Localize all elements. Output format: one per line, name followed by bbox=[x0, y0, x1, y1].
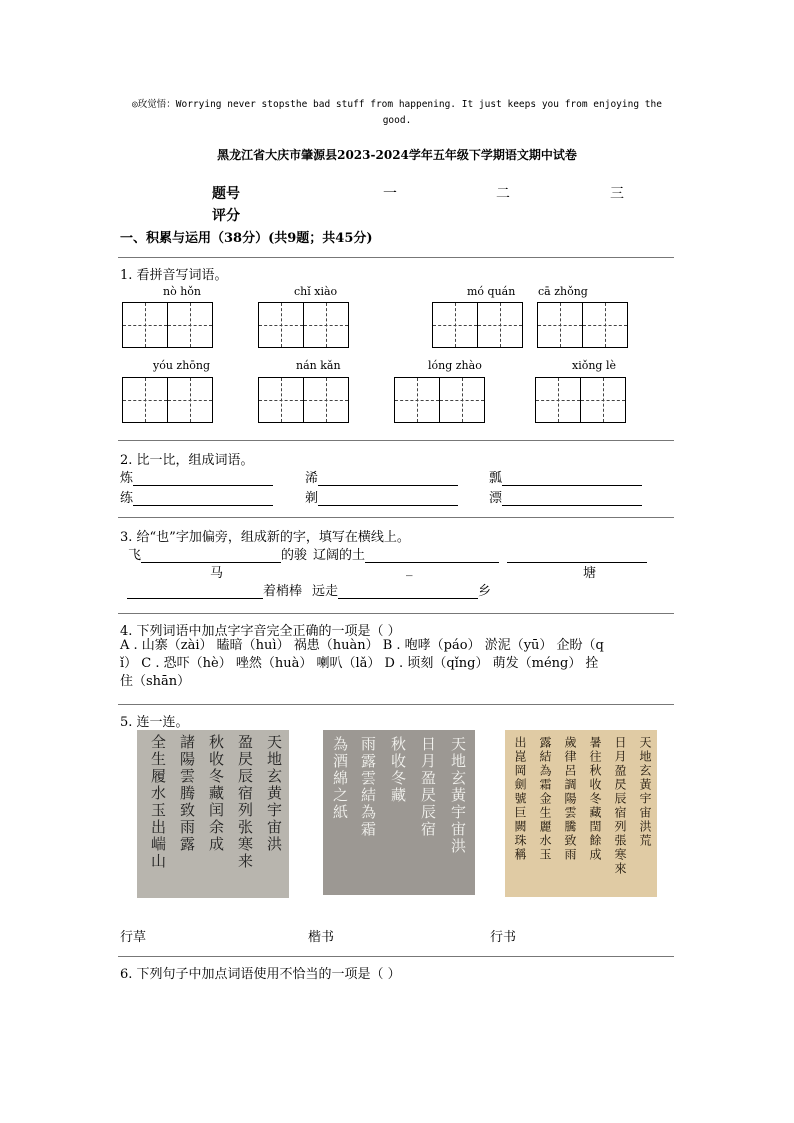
q4-options-line-2: ǐ） C . 恐吓（hè） 唑然（huà） 喇叭（lǎ） D . 顷刻（qǐng） 萌发（méng） 拴 bbox=[120, 656, 599, 671]
callig-col: 雨露雲結為霜 bbox=[359, 736, 377, 838]
q2-char: 剃 bbox=[305, 491, 319, 506]
divider bbox=[118, 704, 674, 705]
q3-prompt: 3. 给“也”字加偏旁，组成新的字，填写在横线上。 bbox=[120, 530, 410, 545]
pinyin-6: nán kǎn bbox=[296, 359, 341, 372]
callig-col: 暑往秋收冬藏閏餘成 bbox=[588, 736, 602, 862]
answer-blank[interactable] bbox=[502, 471, 642, 486]
q3-text: 的骏 bbox=[281, 548, 308, 563]
callig-col: 為酒綿之紙 bbox=[331, 736, 349, 821]
divider bbox=[118, 956, 674, 957]
q3-text: 马 bbox=[210, 566, 224, 581]
callig-col: 露結為霜金生麗水玉 bbox=[538, 736, 552, 862]
header-quote: ◎玫觉悟：Worrying never stopsthe bad stuff from happening. It just keeps you from enjoying the good. bbox=[132, 99, 662, 126]
answer-blank[interactable] bbox=[507, 548, 647, 563]
char-grid-3[interactable] bbox=[432, 302, 523, 348]
callig-col: 出崑岡劍號巨闕珠稱 bbox=[513, 736, 527, 862]
section-heading: 一、积累与运用（38分）(共9题；共45分) bbox=[120, 231, 373, 246]
q6-prompt: 6. 下列句子中加点词语使用不恰当的一项是（ ） bbox=[120, 967, 401, 982]
char-grid-6[interactable] bbox=[258, 377, 349, 423]
answer-blank[interactable] bbox=[338, 584, 478, 599]
q5-prompt: 5. 连一连。 bbox=[120, 715, 189, 730]
answer-blank[interactable] bbox=[318, 471, 458, 486]
q3-text: 塘 bbox=[583, 566, 597, 581]
char-grid-5[interactable] bbox=[122, 377, 213, 423]
callig-col: 天地玄黃宇宙洪荒 bbox=[638, 736, 652, 848]
score-col-3: 三 bbox=[610, 186, 624, 202]
pinyin-4: cā zhǒng bbox=[538, 285, 588, 298]
divider bbox=[118, 257, 674, 258]
answer-blank[interactable] bbox=[133, 491, 273, 506]
calligraphy-image-2[interactable] bbox=[323, 730, 475, 895]
pinyin-8: xiǒng lè bbox=[572, 359, 616, 372]
answer-blank[interactable] bbox=[141, 548, 281, 563]
q3-text: 着梢棒 bbox=[263, 584, 303, 599]
q4-options-line-3: 住（shān） bbox=[120, 674, 191, 689]
q2-char: 浠 bbox=[305, 471, 319, 486]
answer-blank[interactable] bbox=[127, 584, 263, 599]
callig-col: 天地玄黃宇宙洪 bbox=[449, 736, 467, 855]
q3-text: 远走 bbox=[312, 584, 339, 599]
q3-text: 乡 bbox=[478, 584, 492, 599]
score-row-label-2: 评分 bbox=[212, 208, 240, 224]
q2-char: 练 bbox=[120, 491, 134, 506]
callig-col: 歲律呂調陽雲騰致雨 bbox=[563, 736, 577, 862]
q4-options-line-1: A . 山寨（zài） 瞌暗（huì） 祸患（huàn） B . 咆哮（páo） 淤泥（yū） 企盼（q bbox=[120, 638, 604, 653]
divider bbox=[118, 613, 674, 614]
pinyin-7: lóng zhào bbox=[428, 359, 482, 372]
style-label-2[interactable]: 楷书 bbox=[308, 930, 335, 945]
pinyin-1: nò hǒn bbox=[163, 285, 201, 298]
callig-col: 盈昃辰宿列张寒来 bbox=[236, 734, 254, 870]
answer-blank[interactable] bbox=[365, 548, 499, 563]
divider bbox=[118, 440, 674, 441]
char-grid-2[interactable] bbox=[258, 302, 349, 348]
callig-col: 天地玄黄宇宙洪 bbox=[265, 734, 283, 853]
pinyin-5: yóu zhōng bbox=[153, 359, 211, 372]
score-col-1: 一 bbox=[383, 186, 397, 202]
char-grid-7[interactable] bbox=[394, 377, 485, 423]
style-label-3[interactable]: 行书 bbox=[490, 930, 517, 945]
q4-prompt: 4. 下列词语中加点字字音完全正确的一项是（ ） bbox=[120, 624, 401, 639]
char-grid-8[interactable] bbox=[535, 377, 626, 423]
calligraphy-image-3[interactable] bbox=[505, 730, 657, 897]
page-title: 黑龙江省大庆市肇源县2023-2024学年五年级下学期语文期中试卷 bbox=[217, 148, 577, 162]
calligraphy-image-1[interactable] bbox=[137, 730, 289, 898]
char-grid-4[interactable] bbox=[537, 302, 628, 348]
score-row-label-1: 题号 bbox=[212, 186, 240, 202]
q2-prompt: 2. 比一比，组成词语。 bbox=[120, 453, 254, 468]
score-col-2: 二 bbox=[496, 186, 510, 202]
q1-prompt: 1. 看拼音写词语。 bbox=[120, 268, 228, 283]
callig-col: 全生履水玉出㟨山 bbox=[149, 734, 167, 870]
q3-text: _ bbox=[406, 562, 413, 577]
pinyin-2: chǐ xiào bbox=[294, 285, 338, 298]
callig-col: 日月盈昃辰宿列張寒來 bbox=[613, 736, 627, 876]
answer-blank[interactable] bbox=[318, 491, 458, 506]
q3-text: 飞 bbox=[128, 548, 142, 563]
q2-char: 漂 bbox=[489, 491, 503, 506]
callig-col: 秋收冬藏 bbox=[389, 736, 407, 804]
q3-text: 辽阔的土 bbox=[313, 548, 366, 563]
divider bbox=[118, 517, 674, 518]
pinyin-3: mó quán bbox=[467, 285, 516, 298]
callig-col: 日月盈昃辰宿 bbox=[419, 736, 437, 838]
q2-char: 瓢 bbox=[489, 471, 503, 486]
answer-blank[interactable] bbox=[133, 471, 273, 486]
answer-blank[interactable] bbox=[502, 491, 642, 506]
char-grid-1[interactable] bbox=[122, 302, 213, 348]
callig-col: 諸陽雲腾致雨露 bbox=[178, 734, 196, 853]
callig-col: 秋收冬藏闰余成 bbox=[207, 734, 225, 853]
q2-char: 炼 bbox=[120, 471, 134, 486]
style-label-1[interactable]: 行草 bbox=[120, 930, 147, 945]
